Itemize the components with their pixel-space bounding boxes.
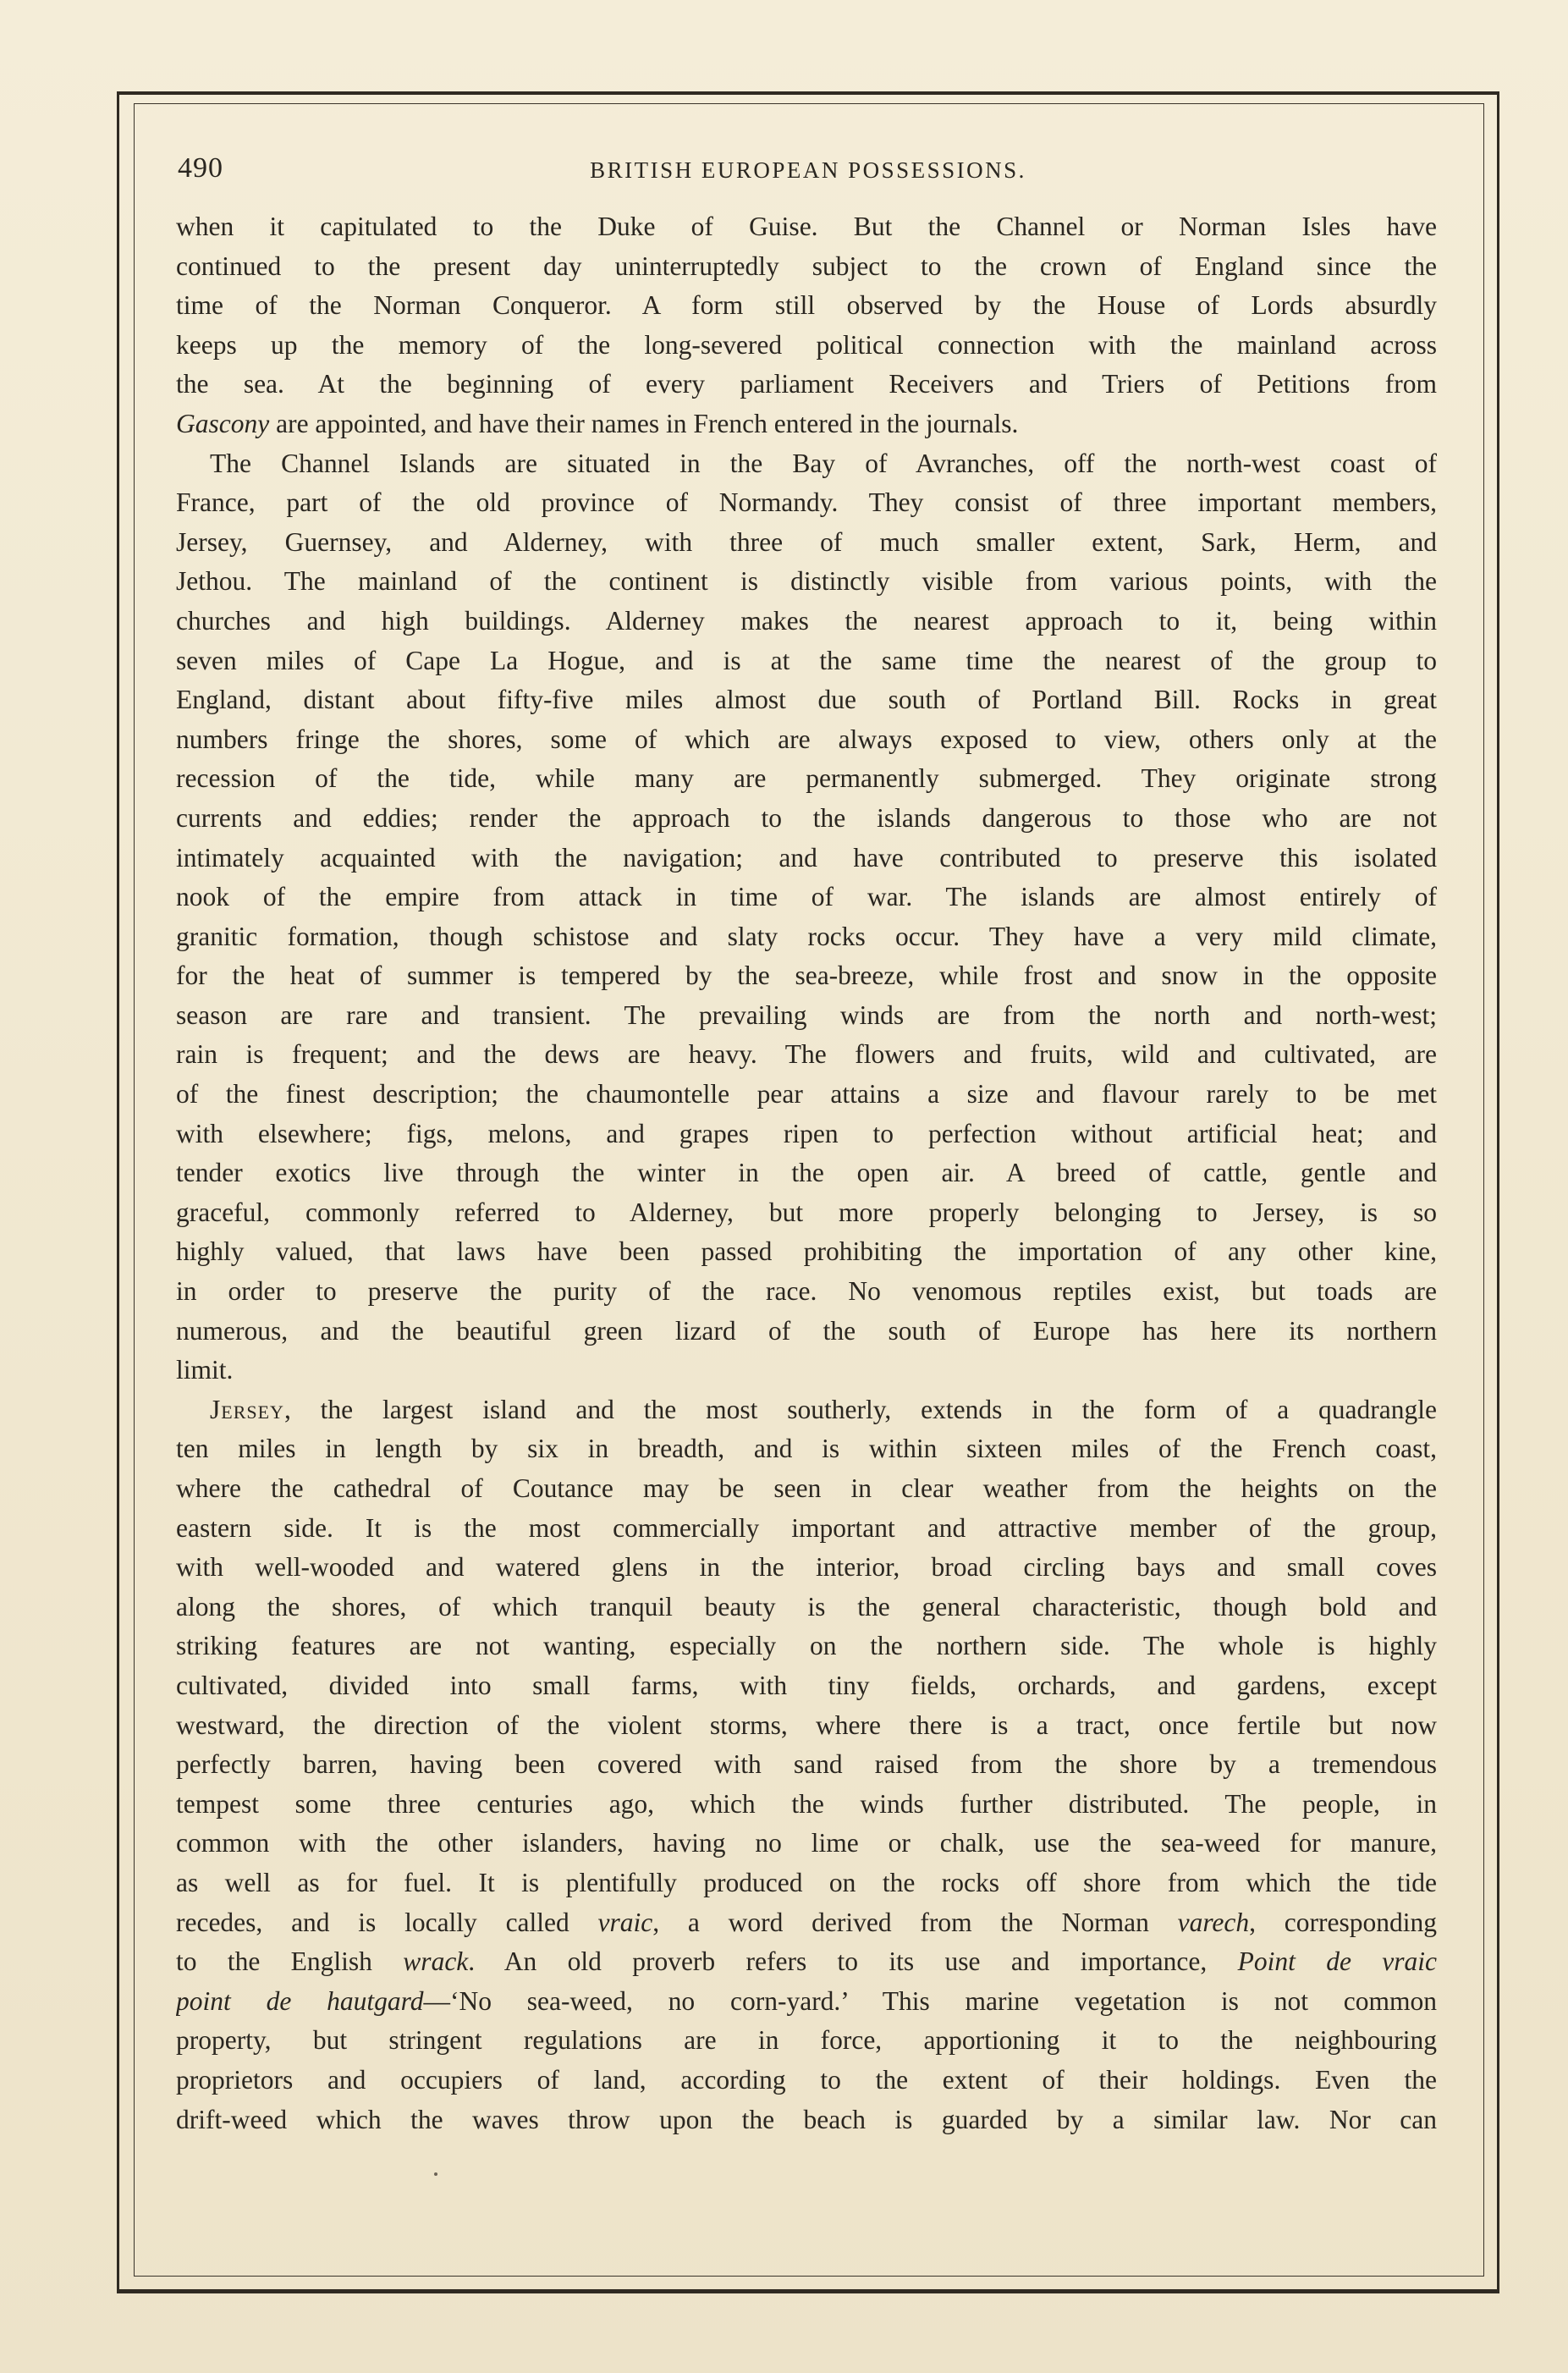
italic-word: varech [1177, 1907, 1250, 1937]
text-line: numbers fringe the shores, some of which are always exposed to view, others only at the [176, 724, 1437, 754]
text-line: eastern side. It is the most commercially important and attractive member of the group, [176, 1512, 1437, 1543]
italic-word: vraic [597, 1907, 653, 1937]
italic-phrase: point de hautgard [176, 1985, 424, 2016]
text-line: striking features are not wanting, especially on the northern side. The whole is highly [176, 1631, 1437, 1661]
text-line: recedes, and is locally called vraic, a word derived from the Norman varech, corresponding [176, 1907, 1437, 1937]
text-line: when it capitulated to the Duke of Guise. But the Channel or Norman Isles have [176, 212, 1437, 241]
text-line: granitic formation, though schistose and slaty rocks occur. They have a very mild climate, [176, 921, 1437, 951]
text-line: in order to preserve the purity of the race. No venomous reptiles exist, but toads are [176, 1276, 1437, 1307]
text-line: Gascony are appointed, and have their names in French entered in the journals. [176, 408, 1019, 438]
text-line: highly valued, that laws have been passed prohibiting the importation of any other kine, [176, 1236, 1437, 1267]
text-line: where the cathedral of Coutance may be seen in clear weather from the heights on the [176, 1473, 1437, 1503]
text-line: perfectly barren, having been covered with sand raised from the shore by a tremendous [176, 1749, 1437, 1780]
text-line: common with the other islanders, having no lime or chalk, use the sea-weed for manure, [176, 1828, 1437, 1858]
text-line: with well-wooded and watered glens in the interior, broad circling bays and small coves [176, 1552, 1437, 1583]
text-line: Jersey, Guernsey, and Alderney, with three of much smaller extent, Sark, Herm, and [176, 526, 1437, 557]
text-line: numerous, and the beautiful green lizard of the south of Europe has here its northern [176, 1315, 1437, 1346]
page-number: 490 [178, 152, 223, 184]
italic-phrase: Point de vraic [1237, 1946, 1437, 1977]
text-line: as well as for fuel. It is plentifully produced on the rocks off shore from which the tide [176, 1867, 1437, 1897]
text-line: continued to the present day uninterruptedly subject to the crown of England since the [176, 251, 1437, 281]
text-line: ten miles in length by six in breadth, and is within sixteen miles of the French coast, [176, 1434, 1437, 1464]
text-line: intimately acquainted with the navigation; and have contributed to preserve this isolated [176, 842, 1437, 873]
text-line: property, but stringent regulations are in force, apportioning it to the neighbouring [176, 2025, 1437, 2056]
italic-word: Gascony [176, 408, 270, 438]
text-line: tempest some three centuries ago, which the winds further distributed. The people, in [176, 1788, 1437, 1819]
text-line: time of the Norman Conqueror. A form still observed by the House of Lords absurdly [176, 290, 1437, 321]
page-header [178, 149, 1439, 200]
text-line: the sea. At the beginning of every parliament Receivers and Triers of Petitions from [176, 369, 1437, 399]
body-text [176, 207, 1437, 2139]
text-line: limit. [176, 1355, 234, 1385]
text-line: point de hautgard—‘No sea-weed, no corn-yard.’ This marine vegetation is not common [176, 1985, 1437, 2016]
text-line: Jethou. The mainland of the continent is distinctly visible from various points, with the [176, 566, 1437, 597]
text-line: England, distant about fifty-five miles almost due south of Portland Bill. Rocks in great [176, 685, 1437, 715]
text-line: recession of the tide, while many are permanently submerged. They originate strong [176, 763, 1437, 794]
text-line: with elsewhere; figs, melons, and grapes ripen to perfection without artificial heat; and [176, 1118, 1437, 1148]
text-line: churches and high buildings. Alderney makes the nearest approach to it, being within [176, 605, 1437, 636]
paragraph-start-line: Jersey, the largest island and the most southerly, extends in the form of a quadrangle [210, 1394, 1437, 1424]
text-line: of the finest description; the chaumontelle pear attains a size and flavour rarely to be met [176, 1079, 1437, 1109]
paragraph-start-line: The Channel Islands are situated in the Bay of Avranches, off the north-west coast of [210, 448, 1437, 478]
text-line: seven miles of Cape La Hogue, and is at the same time the nearest of the group to [176, 645, 1437, 675]
text-line: proprietors and occupiers of land, according to the extent of their holdings. Even the [176, 2064, 1437, 2095]
text-line: France, part of the old province of Normandy. They consist of three important members, [176, 487, 1437, 518]
running-head: BRITISH EUROPEAN POSSESSIONS. [590, 157, 1026, 183]
small-caps-word: Jersey [210, 1394, 284, 1424]
text-line: graceful, commonly referred to Alderney, but more properly belonging to Jersey, is so [176, 1197, 1437, 1227]
text-line: season are rare and transient. The prevailing winds are from the north and north-west; [176, 999, 1437, 1030]
text-line: currents and eddies; render the approach to the islands dangerous to those who are not [176, 802, 1437, 833]
text-line: tender exotics live through the winter in the open air. A breed of cattle, gentle and [176, 1158, 1437, 1188]
text-line: drift-weed which the waves throw upon the beach is guarded by a similar law. Nor can [176, 2104, 1437, 2134]
text-line: westward, the direction of the violent storms, where there is a tract, once fertile but now [176, 1710, 1437, 1740]
text-line: cultivated, divided into small farms, with tiny fields, orchards, and gardens, except [176, 1670, 1437, 1700]
text-line: nook of the empire from attack in time of war. The islands are almost entirely of [176, 882, 1437, 912]
paper-speck [434, 2172, 437, 2176]
text-line: along the shores, of which tranquil beauty is the general characteristic, though bold and [176, 1591, 1437, 1621]
text-line: rain is frequent; and the dews are heavy. The flowers and fruits, wild and cultivated, are [176, 1039, 1437, 1070]
text-line: to the English wrack. An old proverb refers to its use and importance, Point de vraic [176, 1946, 1437, 1977]
text-line: keeps up the memory of the long-severed political connection with the mainland across [176, 329, 1437, 360]
italic-word: wrack [403, 1946, 469, 1977]
text-line: for the heat of summer is tempered by the sea-breeze, while frost and snow in the opposite [176, 961, 1437, 991]
